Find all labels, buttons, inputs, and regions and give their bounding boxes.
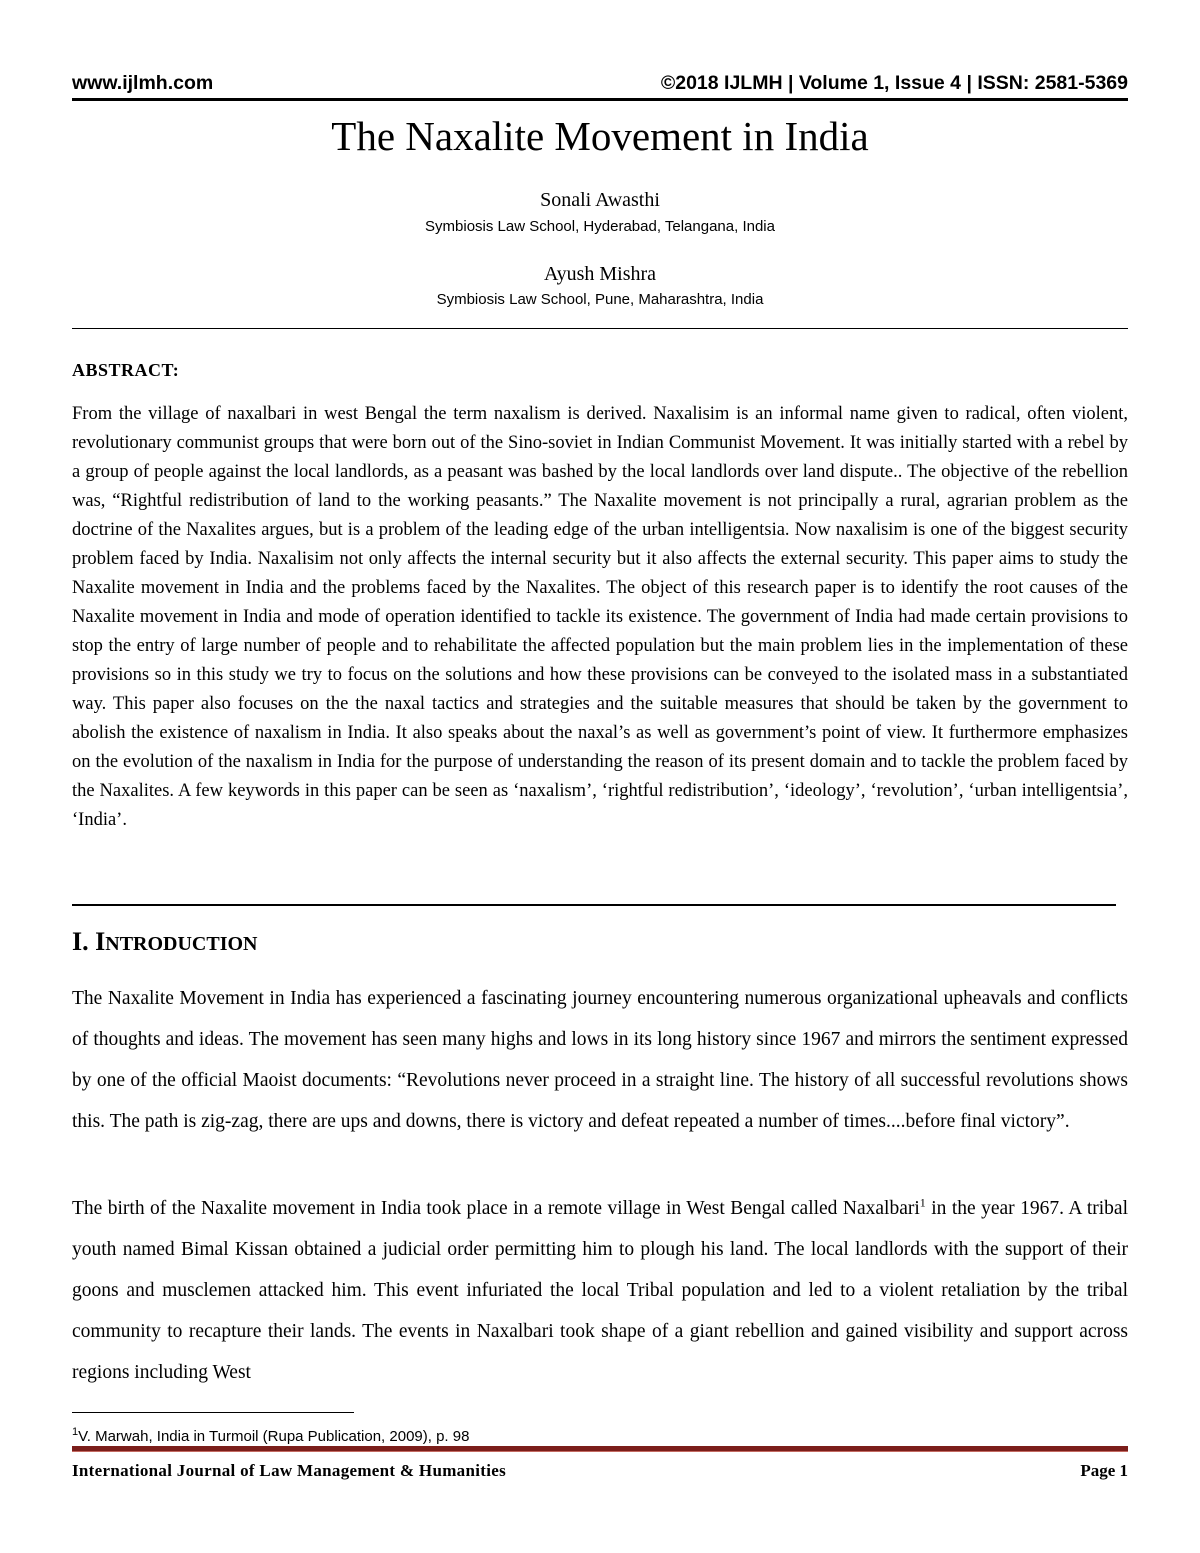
section-heading-number: I. I (72, 927, 106, 956)
page-header (72, 70, 1128, 101)
footer-bar (72, 1446, 1128, 1452)
footnote-text: V. Marwah, India in Turmoil (Rupa Publication, 2009), p. 98 (78, 1428, 470, 1445)
page-footer (72, 1461, 1128, 1485)
author-affiliation: Symbiosis Law School, Hyderabad, Telangana, India (425, 218, 775, 235)
footnote-separator (72, 1412, 354, 1413)
author-affiliation: Symbiosis Law School, Pune, Maharashtra, India (436, 291, 764, 308)
intro-paragraph (72, 1188, 1128, 1393)
section-heading-text: NTRODUCTION (105, 933, 258, 955)
footer-journal-name: International Journal of Law Management & Humanities (72, 1461, 506, 1480)
abstract-text: From the village of naxalbari in west Bengal the term naxalism is derived. Naxalisim is an informal name given to radical, often violent, revolutionary communist groups that were born out of the Sino-soviet in Indian Communist Movement. It was initially started with a rebel by a group of people against the local landlords, as a peasant was bashed by the local landlords over land dispute.. The objective of the rebellion was, “Rightful redistribution of land to the working peasants.” The Naxalite movement is not principally a rural, agrarian problem as the doctrine of the Naxalites argues, but is a problem of the leading edge of the urban intelligentsia. Now naxalisim is one of the biggest security problem faced by India. Naxalisim not only affects the internal security but it also affects the external security. This paper aims to study the Naxalite movement in India and the problems faced by the Naxalites. The object of this research paper is to identify the root causes of the Naxalite movement in India and mode of operation identified to tackle its existence. The government of India had made certain provisions to stop the entry of large number of people and to rehabilitate the affected population but the main problem lies in the implementation of these provisions so in this study we try to focus on the solutions and how these provisions can be conveyed to the isolated mass in a substantiated way. This paper also focuses on the the naxal tactics and strategies and the suitable measures that should be taken by the government to abolish the existence of naxalism in India. It also speaks about the naxal’s as well as government’s point of view. It furthermore emphasizes on the evolution of the naxalism in India for the purpose of understanding the reason of its present domain and to tackle the problem faced by the Naxalites. A few keywords in this paper can be seen as ‘naxalism’, ‘rightful redistribution’, ‘ideology’, ‘revolution’, ‘urban intelligentsia’, ‘India’. (72, 404, 1128, 830)
intro-paragraph-text: in the year 1967. A tribal youth named Bimal Kissan obtained a judicial order permitting him to plough his land. The local landlords with the support of their goons and musclemen attacked him. This event infuriated the local Tribal population and led to a violent retaliation by the tribal community to recapture their lands. The events in Naxalbari took shape of a giant rebellion and gained visibility and support across regions including West (72, 1198, 1128, 1383)
footnote-number: 1 (72, 1426, 79, 1438)
divider (72, 904, 1116, 906)
page-number: Page 1 (1080, 1461, 1128, 1480)
journal-info: ©2018 IJLMH | Volume 1, Issue 4 | ISSN: 2581-5369 (660, 72, 1128, 94)
footnote-reference[interactable]: 1 (919, 1195, 926, 1210)
footnote (72, 1422, 469, 1447)
intro-paragraph-text: The birth of the Naxalite movement in India took place in a remote village in West Bengal called Naxalbari (72, 1198, 920, 1219)
intro-paragraph: The Naxalite Movement in India has experienced a fascinating journey encountering numerous organizational upheavals and conflicts of thoughts and ideas. The movement has seen many highs and lows in its long history since 1967 and mirrors the sentiment expressed by one of the official Maoist documents: “Revolutions never proceed in a straight line. The history of all successful revolutions shows this. The path is zig-zag, there are ups and downs, there is victory and defeat repeated a number of times....before final victory”. (72, 988, 1128, 1132)
section-heading (72, 926, 258, 960)
paper-title: The Naxalite Movement in India (331, 113, 869, 159)
author-name: Ayush Mishra (543, 263, 657, 285)
divider (72, 328, 1128, 329)
journal-website: www.ijlmh.com (72, 72, 214, 94)
author-name: Sonali Awasthi (540, 189, 660, 211)
abstract-heading: ABSTRACT: (72, 360, 180, 380)
